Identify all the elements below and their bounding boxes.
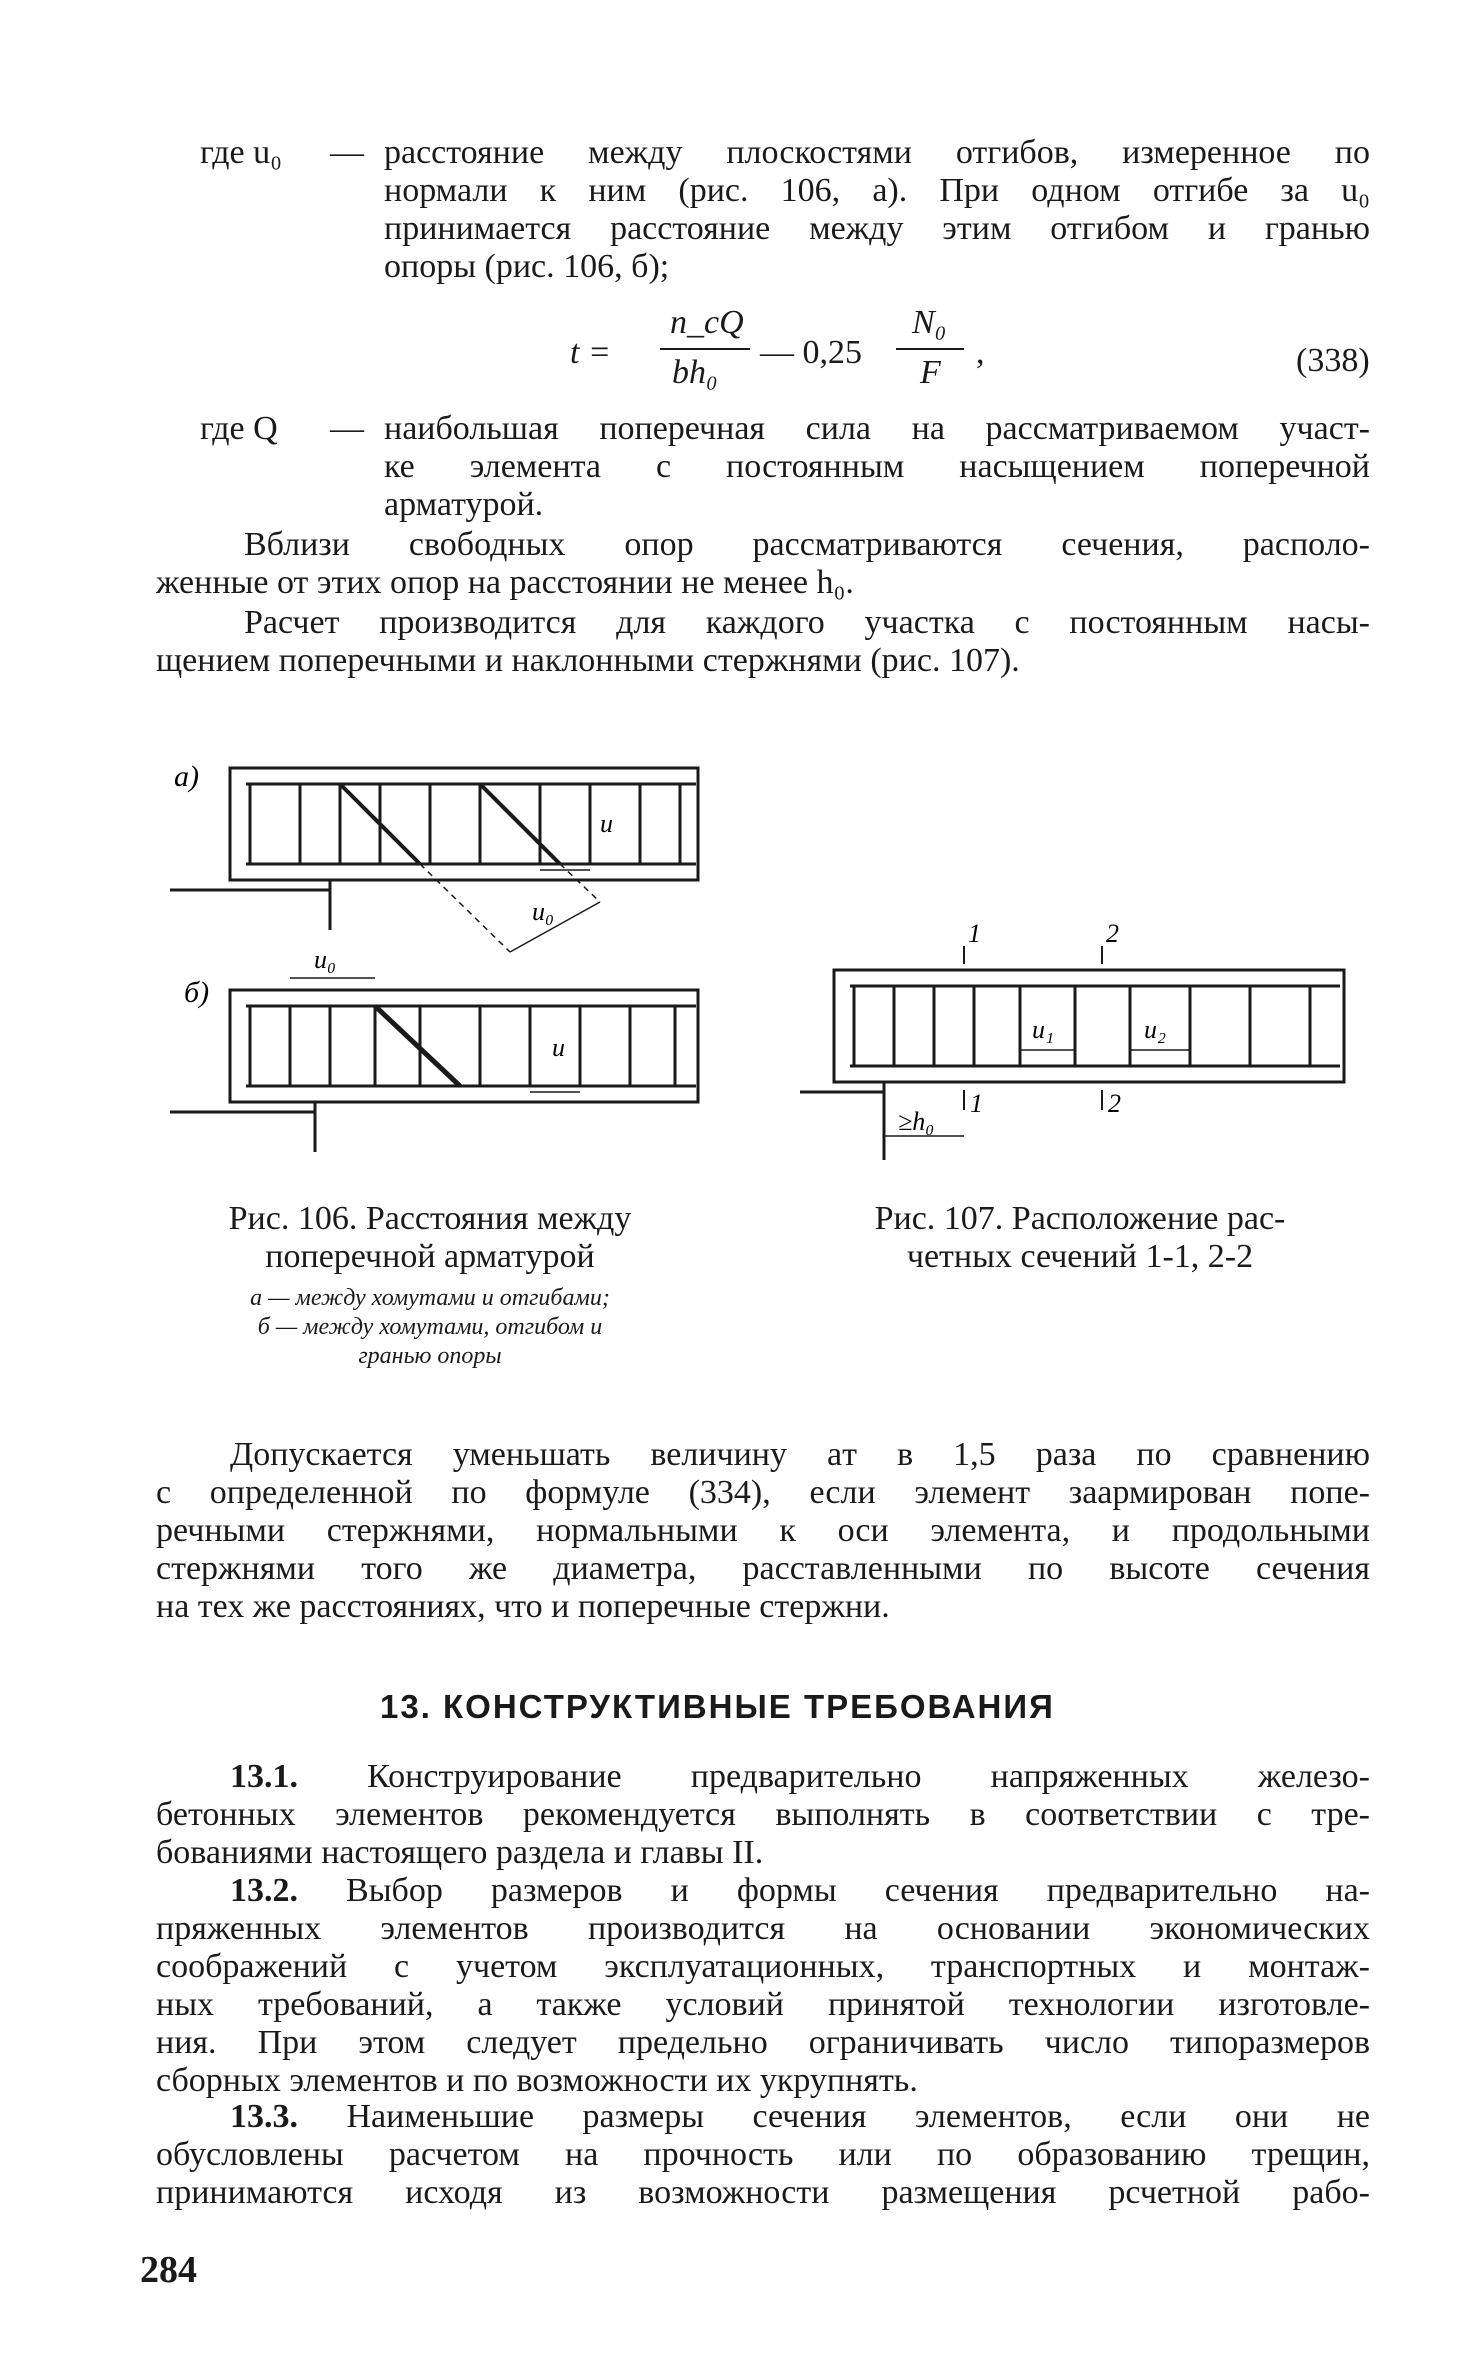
fig106-dim-u0: u₀ (532, 897, 555, 926)
text-line: стержнями того же диаметра, расставленными по высоте сечения (156, 1550, 1370, 1587)
formula-fraction-bar (896, 348, 964, 350)
formula-den2: F (920, 354, 941, 391)
text-line: речными стержнями, нормальными к оси элемента, и продольными (156, 1512, 1370, 1549)
figure-107-caption (800, 1200, 1360, 1276)
figure-106-drawing (160, 740, 720, 1170)
text-line: опоры (рис. 106, б); (384, 248, 670, 285)
section-heading: 13. КОНСТРУКТИВНЫЕ ТРЕБОВАНИЯ (380, 1688, 1055, 1725)
section-label-1-top: 1 (968, 919, 981, 948)
text-line: сборных элементов и по возможности их укрупнять. (156, 2062, 918, 2099)
text-line: обусловлены расчетом на прочность или по образованию трещин, (156, 2136, 1370, 2173)
clause-text: Наименьшие размеры сечения элементов, если они не (346, 2098, 1370, 2135)
dim-label-u2: u₂ (1144, 1015, 1167, 1044)
paragraph-supports (156, 526, 1370, 602)
fig106-dim-u: u (600, 809, 613, 838)
dim-label-h0: ≥h₀ (898, 1107, 935, 1136)
text-line: соображений с учетом эксплуатационных, транспортных и монтаж- (156, 1948, 1370, 1985)
paragraph-reduction (156, 1436, 1370, 1626)
section-label-2-bottom: 2 (1108, 1089, 1121, 1118)
text-line (156, 2098, 1370, 2136)
formula-338 (560, 304, 1320, 404)
section-label-1-bottom: 1 (970, 1089, 983, 1118)
formula-lhs: t = (570, 334, 611, 371)
clause-number: 13.2. (230, 1872, 298, 1909)
clause-text: Выбор размеров и формы сечения предварительно на- (346, 1872, 1370, 1909)
text-line: ных требований, а также условий принятой технологии изготовле- (156, 1986, 1370, 2023)
legend-line: гранью опоры (358, 1343, 502, 1369)
formula-mid: — 0,25 (760, 334, 862, 371)
text-line: принимаются исходя из возможности размещения рсчетной рабо- (156, 2174, 1370, 2211)
bent-bar (480, 784, 560, 864)
caption-line: четных сечений 1-1, 2-2 (906, 1238, 1254, 1275)
fig106-label-b: б) (184, 976, 210, 1009)
page-number: 284 (140, 2249, 197, 2291)
where-u0-definition (384, 134, 1370, 286)
formula-num2: N₀ (912, 304, 947, 341)
text-line: Вблизи свободных опор рассматриваются сечения, располо- (244, 526, 1370, 563)
normal-line (420, 864, 510, 952)
fig106-dim-u0-b: u₀ (314, 945, 337, 974)
paragraph-13-2 (156, 1872, 1370, 2100)
text-line: бованиями настоящего раздела и главы II. (156, 1834, 764, 1871)
text-line: Расчет производится для каждого участка с постоянным насы- (244, 604, 1370, 641)
clause-number: 13.1. (230, 1758, 298, 1795)
where-u0-prefix (200, 134, 282, 172)
fig106-label-a: а) (174, 760, 199, 793)
formula-fraction-bar (660, 348, 750, 350)
where-q-term: где Q (200, 410, 278, 447)
text-line: расстояние между плоскостями отгибов, измеренное по (384, 134, 1370, 171)
text-line: щением поперечными и наклонными стержнями (рис. 107). (156, 642, 1020, 679)
formula-number: (338) (1296, 342, 1370, 379)
clause-text: Конструирование предварительно напряженных железо- (367, 1758, 1370, 1795)
text-line: ке элемента с постоянным насыщением поперечной (384, 448, 1370, 485)
text-line (156, 1758, 1370, 1796)
legend-line: б — между хомутами, отгибом и (257, 1314, 603, 1340)
paragraph-13-1 (156, 1758, 1370, 1872)
figure-106-caption (150, 1200, 710, 1276)
text-line: ния. При этом следует предельно ограничивать число типоразмеров (156, 2024, 1370, 2061)
text-line: бетонных элементов рекомендуется выполнять в соответствии с тре- (156, 1796, 1370, 1833)
text-line: пряженных элементов производится на основании экономических (156, 1910, 1370, 1947)
section-label-2-top: 2 (1106, 919, 1119, 948)
bent-bar (375, 1006, 460, 1086)
clause-number: 13.3. (230, 2098, 298, 2135)
paragraph-calculation (156, 604, 1370, 680)
where-u0-dash: — (330, 134, 364, 171)
text-line: наибольшая поперечная сила на рассматриваемом участ- (384, 410, 1370, 447)
dim-label-u1: u₁ (1032, 1015, 1055, 1044)
figure-106-legend (150, 1284, 710, 1371)
where-q-dash: — (330, 410, 364, 447)
where-u0-term: где u₀ (200, 134, 282, 171)
text-line: с определенной по формуле (334), если элемент заармирован попе- (156, 1474, 1370, 1511)
dimension-u0 (510, 902, 600, 952)
caption-line: поперечной арматурой (265, 1238, 595, 1275)
text-line: арматурой. (384, 486, 544, 523)
caption-line: Рис. 107. Расположение рас- (874, 1200, 1286, 1237)
text-line: Допускается уменьшать величину aт в 1,5 раза по сравнению (230, 1436, 1370, 1473)
formula-num1: n_cQ (670, 304, 744, 341)
where-q-definition (384, 410, 1370, 524)
text-line: на тех же расстояниях, что и поперечные стержни. (156, 1588, 890, 1625)
paragraph-13-3 (156, 2098, 1370, 2212)
figure-107-drawing (800, 910, 1360, 1170)
caption-line: Рис. 106. Расстояния между (228, 1200, 632, 1237)
formula-tail: , (976, 334, 985, 371)
formula-den1: bh₀ (672, 354, 718, 391)
legend-line: а — между хомутами и отгибами; (250, 1285, 610, 1311)
text-line (156, 1872, 1370, 1910)
text-line: женные от этих опор на расстоянии не менее h₀. (156, 564, 854, 601)
text-line: нормали к ним (рис. 106, а). При одном отгибе за u₀ (384, 172, 1370, 209)
text-line: принимается расстояние между этим отгибом и гранью (384, 210, 1370, 247)
fig106-dim-u-b: u (552, 1033, 565, 1062)
